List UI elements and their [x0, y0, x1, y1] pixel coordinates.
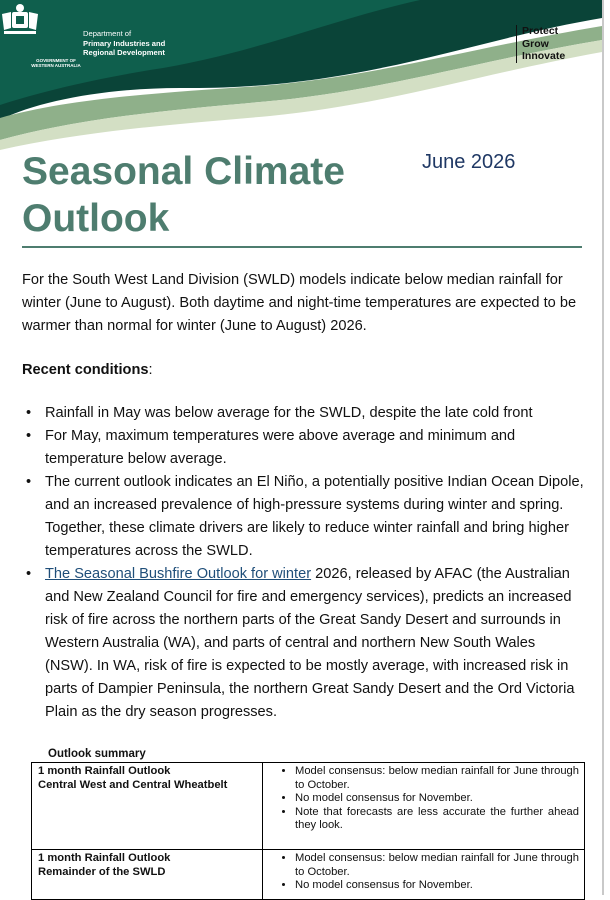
list-item — [22, 471, 587, 563]
outlook-detail-list — [269, 765, 579, 833]
page-title-line-1: Seasonal Climate — [22, 150, 345, 193]
page-title — [22, 148, 412, 242]
intro-paragraph: For the South West Land Division (SWLD) models indicate below median rainfall for winter (June to August). Both daytime and night-time temperatures are expected to be warmer than normal for winter (June to August) 2026. — [22, 272, 577, 334]
list-item-text: The current outlook indicates an El Niño, a potentially positive Indian Ocean Dipole, and an increased prevalence of high-pressure systems during winter and spring. Together, these climate drivers are likely to reduce winter rainfall and bring higher temperatures across the SWLD. — [45, 474, 584, 559]
recent-conditions-label: Recent conditions — [22, 362, 149, 378]
tagline-innovate: Innovate — [522, 50, 566, 62]
outlook-label-region: Remainder of the SWLD — [38, 865, 166, 878]
bushfire-outlook-link[interactable]: The Seasonal Bushfire Outlook for winter — [45, 566, 312, 582]
list-item — [22, 563, 587, 724]
page-title-line-2: Outlook — [22, 197, 170, 240]
outlook-detail-cell — [263, 763, 585, 850]
recent-conditions-list — [22, 402, 587, 724]
department-line-3: Regional Development — [83, 48, 165, 57]
title-divider — [22, 246, 582, 248]
list-item-text: 2026, released by AFAC (the Australian and New Zealand Council for fire and emergency services), predicts an increased risk of fire across the northern parts of the Great Sandy Desert and surrounds in Western Australia (WA), and parts of central and northern New South Wales (NSW). In WA, risk of fire is expected to be mostly average, with increased risk in parts of Dampier Peninsula, the northern Great Sandy Desert and the Ord Victoria Plain as the dry season progresses. — [45, 566, 575, 720]
header-swoosh-graphic — [0, 0, 602, 150]
tagline — [516, 25, 565, 63]
department-line-1: Department of — [83, 29, 132, 38]
tagline-protect: Protect — [522, 25, 559, 37]
outlook-label-title: 1 month Rainfall Outlook — [38, 765, 171, 777]
list-item-text: For May, maximum temperatures were above average and minimum and temperature below average. — [45, 428, 516, 467]
header-banner — [0, 0, 602, 150]
list-item: • Note that forecasts are less accurate the further ahead they look. — [295, 806, 579, 833]
department-name — [83, 29, 193, 58]
outlook-detail-list — [269, 852, 579, 893]
recent-conditions-colon: : — [148, 362, 153, 378]
outlook-detail-cell — [263, 850, 585, 900]
list-item: • No model consensus for November. — [295, 879, 579, 893]
outlook-label-cell — [32, 850, 263, 900]
tagline-grow: Grow — [522, 37, 549, 50]
list-item: • No model consensus for November. — [295, 792, 579, 806]
list-item: • Model consensus: below median rainfall for June through to October. — [295, 852, 579, 879]
issue-date: June 2026 — [422, 151, 516, 173]
government-caption: GOVERNMENT OF WESTERN AUSTRALIA — [31, 58, 81, 68]
government-crest-icon — [0, 0, 40, 36]
outlook-label-region: Central West and Central Wheatbelt — [38, 778, 228, 791]
list-item: • Model consensus: below median rainfall for June through to October. — [295, 765, 579, 792]
table-row — [32, 763, 585, 850]
recent-conditions-heading — [22, 360, 153, 380]
outlook-summary-table — [31, 762, 585, 900]
list-item — [22, 402, 587, 425]
outlook-summary-caption: Outlook summary — [48, 748, 146, 760]
table-row — [32, 850, 585, 900]
outlook-label-cell — [32, 763, 263, 850]
list-item — [22, 425, 587, 471]
department-line-2: Primary Industries and — [83, 38, 166, 48]
outlook-label-title: 1 month Rainfall Outlook — [38, 852, 171, 864]
page-edge-rule — [602, 0, 604, 895]
list-item-text: Rainfall in May was below average for the SWLD, despite the late cold front — [45, 405, 533, 421]
